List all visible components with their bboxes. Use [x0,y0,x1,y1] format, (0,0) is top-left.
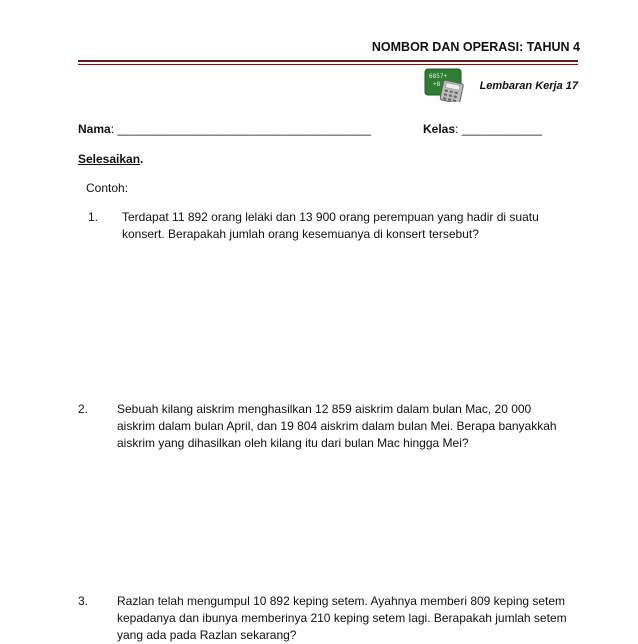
name-blank[interactable]: ______________________________________ [117,122,371,136]
calculator-icon [424,68,468,102]
class-field[interactable]: Kelas: ____________ [423,122,542,136]
instruction-text: Selesaikan [78,152,141,166]
page-title: NOMBOR DAN OPERASI: TAHUN 4 [371,40,580,54]
question-3-number: 3. [78,594,89,608]
svg-text:+8: +8 [433,81,441,88]
worksheet-label: Lembaran Kerja 17 [479,80,578,92]
question-2-number: 2. [78,402,89,416]
question-3-text: Razlan telah mengumpul 10 892 keping setem. Ayahnya memberi 809 keping setem kepadanya dan ibunya memberinya 210 keping setem lagi. Berapakah jumlah setem yang ada pada Razlan sekarang? [117,594,567,642]
instruction-period: . [140,152,144,166]
instruction [78,152,143,166]
name-field[interactable]: Nama: ______________________________________ [78,122,371,136]
header-rule-thin [78,64,578,65]
example-label: Contoh: [86,181,129,195]
question-1-text: Terdapat 11 892 orang lelaki dan 13 900 orang perempuan yang hadir di suatu konsert. Berapakah jumlah orang kesemuanya di konsert tersebut? [122,210,539,241]
svg-text:6857+: 6857+ [429,73,448,80]
header-rule-thick [78,60,578,62]
name-label: Nama [78,122,111,136]
class-label: Kelas [423,122,456,136]
class-blank[interactable]: ____________ [461,122,542,136]
question-1-number: 1. [88,210,99,224]
question-2-text: Sebuah kilang aiskrim menghasilkan 12 859 aiskrim dalam bulan Mac, 20 000 aiskrim dalam bulan April, dan 19 804 aiskrim dalam bulan Mei. Berapa banyakkah aiskrim yang dihasilkan oleh kilang itu dari bulan Mac hingga Mei? [117,402,557,450]
